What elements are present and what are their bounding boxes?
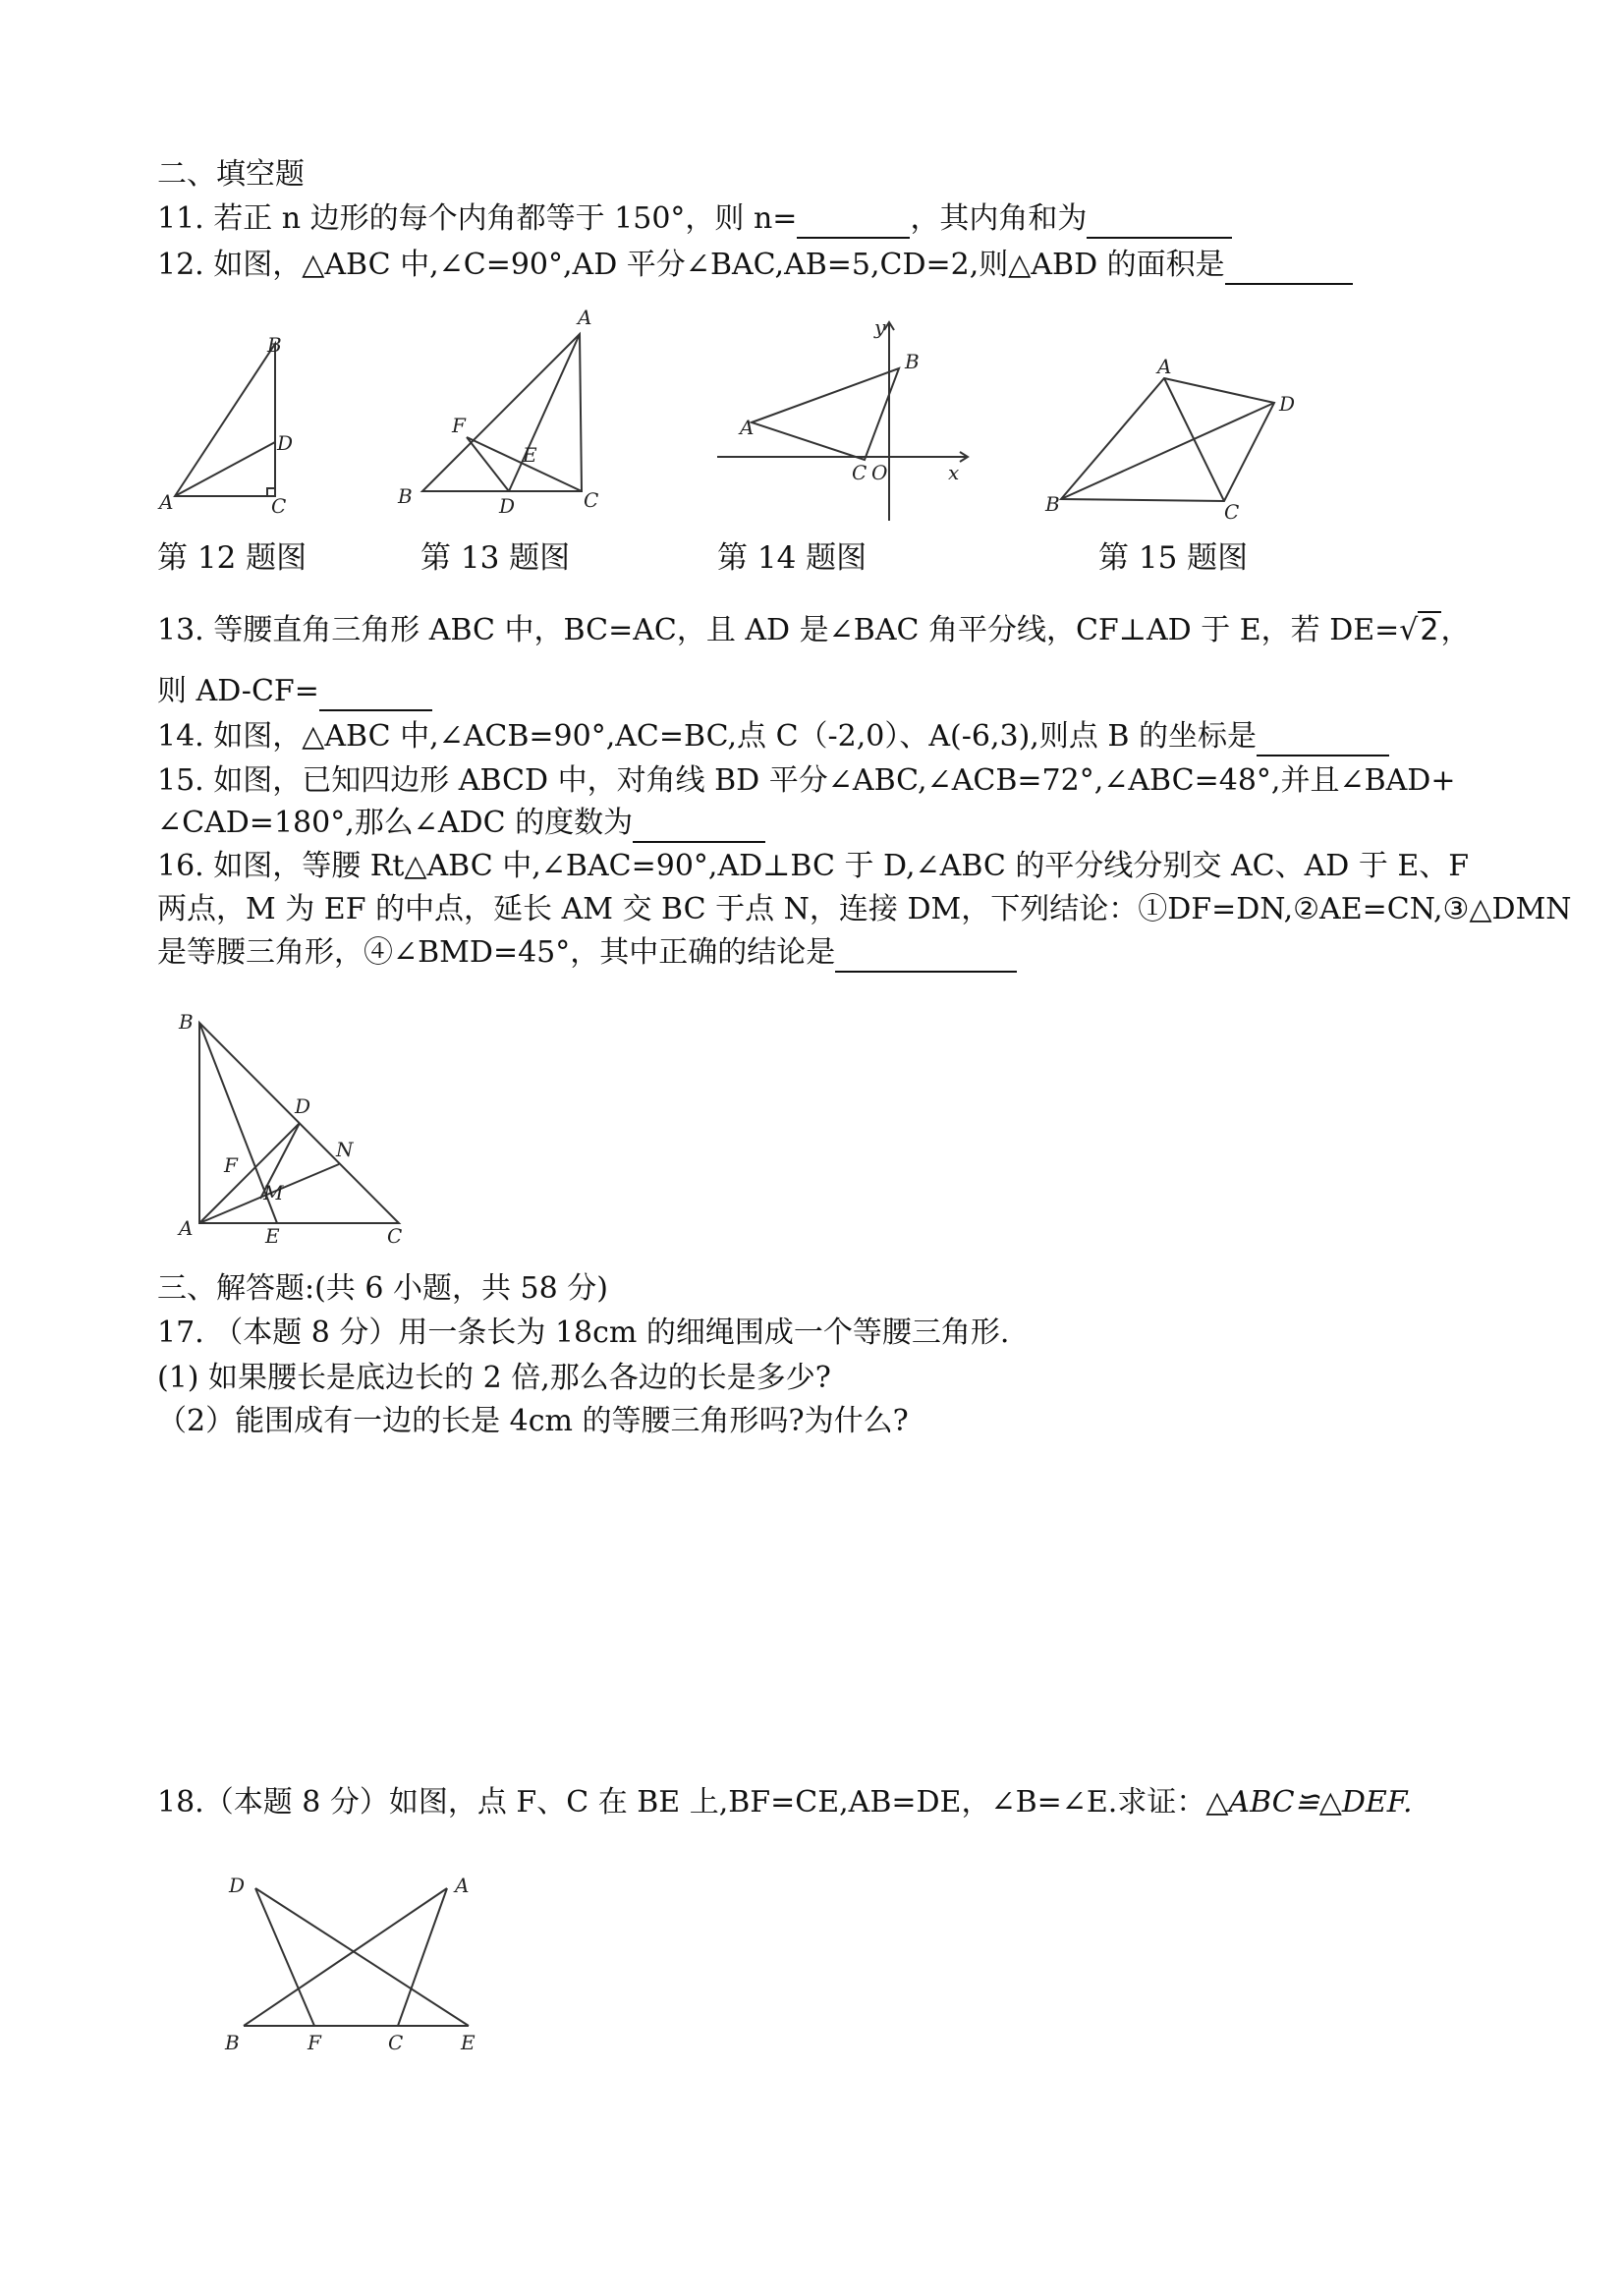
question-14 [157,717,1389,756]
segment-ab [244,1888,447,2026]
label-x: x [948,461,960,484]
triangle-abc [175,344,275,496]
label-d: D [1279,392,1296,416]
question-15-line-1: 15. 如图，已知四边形 ABCD 中，对角线 BD 平分∠ABC,∠ACB=72°,∠ABC=48°,并且∠BAD+ [157,763,1456,798]
figure-18 [221,1867,496,2053]
question-11-text: 11. 若正 n 边形的每个内角都等于 150°，则 n= [157,201,798,236]
label-d: D [499,494,516,518]
label-c: C [1224,500,1240,524]
label-a: A [740,416,755,439]
figure-14 [712,314,978,526]
section-fill-heading: 二、填空题 [157,157,305,192]
question-16-line-3 [157,933,1017,973]
question-12-text: 12. 如图，△ABC 中,∠C=90°,AD 平分∠BAC,AB=5,CD=2,则△ABD 的面积是 [157,248,1225,282]
label-b: B [1045,492,1060,516]
question-13-text: 13. 等腰直角三角形 ABC 中，BC=AC，且 AD 是∠BAC 角平分线，CF⊥AD 于 E，若 DE= [157,613,1400,647]
answer-blank[interactable] [1225,253,1353,285]
label-o: O [871,461,888,484]
label-f: F [224,1153,238,1177]
figure-13 [393,305,609,521]
answer-blank[interactable] [797,207,910,239]
question-13-tail: ， [1440,613,1471,647]
answer-blank[interactable] [319,680,432,711]
caption-figure-15: 第 15 题图 [1098,540,1249,576]
label-e: E [461,2031,476,2054]
label-a: A [455,1874,470,1897]
label-c: C [387,1224,403,1248]
figure-12 [157,324,314,518]
label-a: A [1157,355,1172,378]
question-15-line-2 [157,804,765,843]
segment-df [255,1888,314,2026]
label-c: C [852,461,867,484]
segment-ac [398,1888,447,2026]
question-14-text: 14. 如图，△ABC 中,∠ACB=90°,AC=BC,点 C（-2,0）、A(-6,3),则点 B 的坐标是 [157,719,1257,754]
figure-15 [1041,354,1307,524]
label-f: F [452,414,466,437]
triangle-abc [752,368,899,460]
question-17-line-2: (1) 如果腰长是底边长的 2 倍,那么各边的长是多少? [157,1361,831,1395]
question-13-line-2 [157,672,432,711]
label-d: D [295,1094,311,1118]
question-12 [157,246,1353,285]
question-13-line-1 [157,611,1471,650]
label-b: B [905,350,920,373]
label-a: A [159,490,174,514]
section-answer-heading: 三、解答题:(共 6 小题，共 58 分) [157,1271,608,1306]
question-16-line-1: 16. 如图，等腰 Rt△ABC 中,∠BAC=90°,AD⊥BC 于 D,∠ABC 的平分线分别交 AC、AD 于 E、F [157,849,1470,883]
label-b: B [225,2031,240,2054]
diagonal-ac [1164,378,1224,501]
question-18-text: 18.（本题 8 分）如图，点 F、C 在 BE 上,BF=CE,AB=DE，∠B=∠E.求证： [157,1785,1206,1820]
label-b: B [398,484,413,508]
segment-fd [467,437,509,491]
answer-blank[interactable] [1257,725,1389,756]
label-e: E [265,1224,280,1248]
label-a: A [578,306,592,329]
label-e: E [523,443,537,467]
answer-blank[interactable] [835,941,1017,973]
label-c: C [584,488,599,512]
answer-blank[interactable] [1087,207,1232,239]
segment-ad [199,1123,300,1223]
radicand: 2 [1420,613,1439,647]
question-18 [157,1783,1412,1822]
segment-ad [509,334,580,491]
label-b: B [267,333,282,357]
question-17-line-3: （2）能围成有一边的长是 4cm 的等腰三角形吗?为什么? [157,1404,909,1438]
caption-figure-13: 第 13 题图 [420,540,571,576]
sqrt-symbol: √2 [1399,613,1439,647]
label-f: F [308,2031,321,2054]
answer-blank[interactable] [633,812,765,843]
label-a: A [179,1216,194,1240]
question-11 [157,199,1232,239]
label-y: y [874,315,886,339]
question-15-text-2: ∠CAD=180°,那么∠ADC 的度数为 [157,806,634,840]
label-d: D [229,1874,246,1897]
triangle-abc [422,334,582,491]
segment-ad [175,442,275,496]
question-13-text-2: 则 AD-CF= [157,674,319,708]
label-b: B [179,1010,194,1034]
question-17-line-1: 17. （本题 8 分）用一条长为 18cm 的细绳围成一个等腰三角形. [157,1316,1010,1350]
figure-16 [167,1007,422,1248]
caption-figure-12: 第 12 题图 [157,540,308,576]
diagonal-bd [1061,403,1274,499]
question-16-line-2: 两点，M 为 EF 的中点，延长 AM 交 BC 于点 N，连接 DM，下列结论：①DF=DN,②AE=CN,③△DMN [157,892,1572,926]
question-11-mid: ，其内角和为 [910,201,1088,236]
quadrilateral-abcd [1061,378,1274,501]
question-16-text-3: 是等腰三角形，④∠BMD=45°，其中正确的结论是 [157,935,836,970]
segment-de [255,1888,469,2026]
label-c: C [271,494,287,518]
label-c: C [388,2031,404,2054]
label-d: D [277,431,294,455]
question-18-proof: △ABC≌△DEF. [1205,1785,1413,1820]
label-m: M [263,1181,284,1204]
label-n: N [336,1138,354,1161]
caption-figure-14: 第 14 题图 [717,540,867,576]
